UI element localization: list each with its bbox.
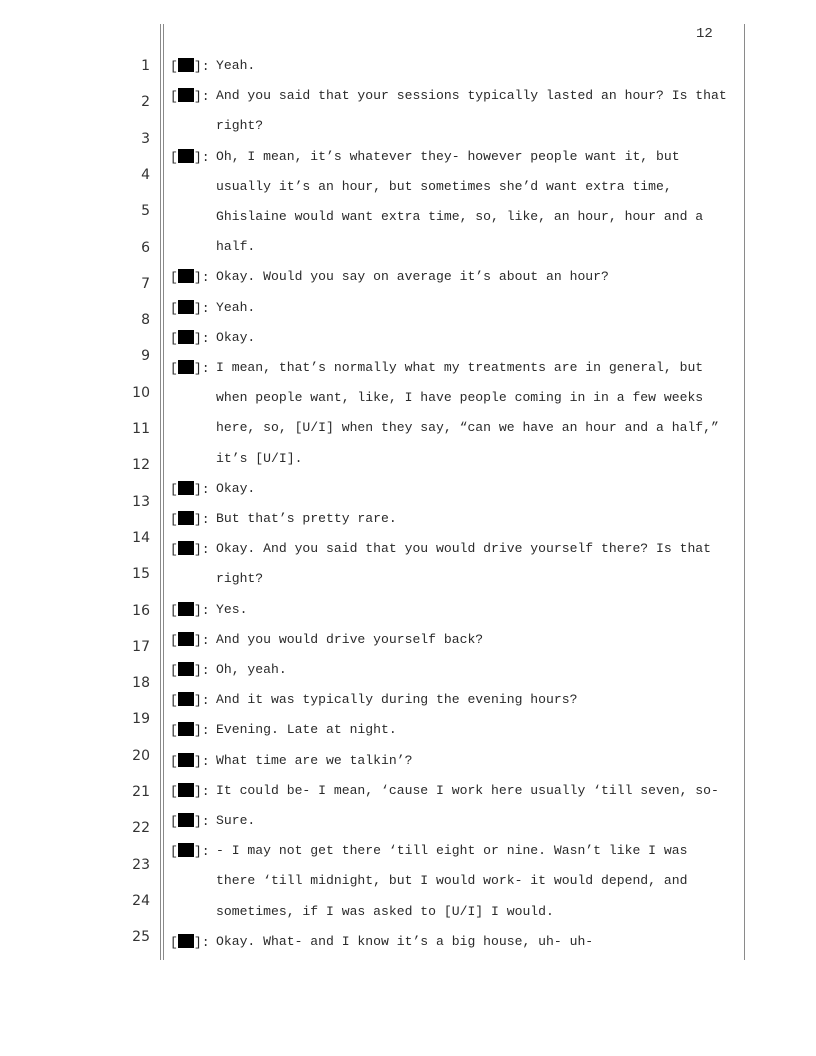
transcript-text: right?	[216, 571, 264, 587]
speaker-prefix: [	[170, 814, 178, 829]
line-number: 23	[132, 856, 150, 873]
speaker-suffix: ]:	[193, 602, 210, 618]
line-number: 14	[132, 529, 150, 546]
speaker-label-redacted	[170, 360, 210, 377]
transcript-text: Okay. Would you say on average it’s about an hour?	[216, 269, 609, 285]
transcript-line	[0, 269, 816, 285]
transcript-line	[0, 602, 816, 618]
line-number: 12	[132, 457, 150, 474]
transcript-line	[0, 662, 816, 678]
redaction-box	[178, 783, 194, 797]
speaker-prefix: [	[170, 481, 178, 497]
transcript-line	[0, 722, 816, 738]
transcript-line	[0, 239, 816, 255]
speaker-prefix: [	[170, 934, 178, 950]
speaker-label-redacted	[170, 632, 210, 649]
transcript-text: It could be- I mean, ‘cause I work here usually ‘till seven, so-	[216, 782, 719, 798]
transcript-text: Yeah.	[216, 299, 256, 315]
transcript-line	[0, 904, 816, 920]
speaker-prefix: [	[170, 844, 178, 860]
speaker-label-redacted	[170, 58, 210, 75]
speaker-suffix: ]:	[193, 934, 210, 950]
speaker-prefix: [	[170, 89, 178, 105]
speaker-label-redacted	[170, 269, 210, 286]
speaker-suffix: ]:	[193, 149, 210, 165]
speaker-label-redacted	[170, 481, 210, 498]
redaction-box	[178, 934, 194, 948]
speaker-label-redacted	[170, 149, 210, 166]
line-number: 11	[132, 421, 150, 437]
redaction-box	[178, 58, 194, 72]
line-number: 1	[141, 58, 150, 74]
speaker-prefix: [	[170, 330, 178, 346]
line-number: 19	[132, 711, 150, 728]
redaction-box	[178, 722, 194, 736]
speaker-prefix: [	[170, 602, 178, 618]
speaker-prefix: [	[170, 542, 178, 558]
transcript-text: Sure.	[216, 813, 256, 828]
speaker-prefix: [	[170, 632, 178, 648]
speaker-prefix: [	[170, 693, 178, 709]
speaker-label-redacted	[170, 88, 210, 105]
speaker-prefix: [	[170, 270, 178, 286]
transcript-text: And it was typically during the evening hours?	[216, 692, 578, 708]
speaker-suffix: ]:	[193, 844, 210, 860]
speaker-suffix: ]:	[193, 663, 210, 678]
speaker-suffix: ]:	[193, 512, 210, 527]
speaker-label-redacted	[170, 843, 210, 860]
line-number: 21	[132, 784, 150, 800]
transcript-text: it’s [U/I].	[216, 450, 303, 466]
speaker-suffix: ]:	[193, 300, 210, 316]
transcript-text: Oh, I mean, it’s whatever they- however people want it, but	[216, 148, 680, 164]
transcript-line	[0, 420, 816, 436]
transcript-line	[0, 451, 816, 467]
transcript-line	[0, 843, 816, 859]
transcript-text: Okay. And you said that you would drive yourself there? Is that	[216, 541, 712, 557]
transcript-line	[0, 149, 816, 165]
speaker-label-redacted	[170, 602, 210, 619]
line-number: 25	[132, 929, 150, 946]
transcript-text: here, so, [U/I] when they say, “can we have an hour and a half,”	[216, 420, 719, 436]
transcript-text: - I may not get there ‘till eight or nine. Wasn’t like I was	[216, 843, 688, 859]
redaction-box	[178, 541, 194, 555]
redaction-box	[178, 481, 194, 495]
transcript-line	[0, 330, 816, 346]
transcript-text: Yes.	[216, 601, 248, 617]
speaker-prefix: [	[170, 149, 178, 165]
transcript-line	[0, 390, 816, 406]
speaker-label-redacted	[170, 330, 210, 347]
speaker-suffix: ]:	[193, 542, 210, 558]
transcript-line	[0, 541, 816, 557]
speaker-suffix: ]:	[193, 783, 210, 799]
speaker-label-redacted	[170, 783, 210, 800]
speaker-label-redacted	[170, 662, 210, 679]
transcript-line	[0, 934, 816, 950]
speaker-label-redacted	[170, 934, 210, 951]
line-number: 13	[132, 493, 150, 510]
speaker-suffix: ]:	[193, 270, 210, 286]
line-number: 4	[141, 166, 150, 183]
redaction-box	[178, 753, 194, 767]
speaker-prefix: [	[170, 361, 178, 376]
transcript-line	[0, 88, 816, 104]
transcript-text: But that’s pretty rare.	[216, 511, 397, 526]
redaction-box	[178, 88, 194, 102]
transcript-text: right?	[216, 118, 264, 134]
line-number: 18	[132, 675, 150, 692]
line-number: 15	[132, 566, 150, 583]
transcript-line	[0, 360, 816, 376]
transcript-text: Okay.	[216, 329, 256, 345]
speaker-label-redacted	[170, 722, 210, 739]
redaction-box	[178, 602, 194, 616]
line-number: 5	[141, 203, 150, 220]
speaker-suffix: ]:	[193, 481, 210, 497]
speaker-prefix: [	[170, 723, 178, 739]
redaction-box	[178, 269, 194, 283]
line-number: 8	[141, 312, 150, 329]
transcript-text: And you would drive yourself back?	[216, 631, 484, 647]
line-number: 7	[141, 275, 150, 292]
transcript-line	[0, 300, 816, 316]
speaker-prefix: [	[170, 59, 178, 74]
speaker-suffix: ]:	[193, 693, 210, 709]
transcript-text: when people want, like, I have people coming in in a few weeks	[216, 390, 704, 406]
speaker-suffix: ]:	[193, 632, 210, 648]
redaction-box	[178, 813, 194, 827]
transcript-text: Ghislaine would want extra time, so, like, an hour, hour and a	[216, 209, 704, 224]
transcript-text: there ‘till midnight, but I would work- it would depend, and	[216, 873, 688, 889]
line-number: 24	[132, 892, 150, 909]
redaction-box	[178, 511, 194, 525]
transcript-text: And you said that your sessions typically lasted an hour? Is that	[216, 88, 727, 104]
speaker-suffix: ]:	[193, 330, 210, 346]
line-number: 22	[132, 820, 150, 837]
transcript-text: Yeah.	[216, 58, 256, 73]
redaction-box	[178, 300, 194, 314]
redaction-box	[178, 149, 194, 163]
line-number: 16	[132, 602, 150, 619]
speaker-label-redacted	[170, 692, 210, 709]
speaker-suffix: ]:	[193, 361, 210, 376]
transcript-text: sometimes, if I was asked to [U/I] I would.	[216, 903, 554, 919]
transcript-text: I mean, that’s normally what my treatments are in general, but	[216, 360, 704, 375]
transcript-line	[0, 753, 816, 769]
transcript-text: Okay. What- and I know it’s a big house, uh- uh-	[216, 933, 594, 949]
transcript-line	[0, 511, 816, 527]
speaker-prefix: [	[170, 300, 178, 316]
speaker-suffix: ]:	[193, 723, 210, 739]
redaction-box	[178, 692, 194, 706]
transcript-text: What time are we talkin’?	[216, 752, 413, 768]
speaker-suffix: ]:	[193, 59, 210, 74]
speaker-suffix: ]:	[193, 89, 210, 105]
speaker-suffix: ]:	[193, 753, 210, 769]
transcript-line	[0, 632, 816, 648]
transcript-line	[0, 481, 816, 497]
redaction-box	[178, 632, 194, 646]
transcript-text: half.	[216, 239, 256, 255]
speaker-label-redacted	[170, 541, 210, 558]
redaction-box	[178, 843, 194, 857]
speaker-suffix: ]:	[193, 814, 210, 829]
line-number: 6	[141, 239, 150, 256]
line-number: 2	[141, 94, 150, 111]
transcript-line	[0, 58, 816, 74]
speaker-prefix: [	[170, 753, 178, 769]
transcript-line	[0, 209, 816, 225]
transcript-line	[0, 179, 816, 195]
transcript-text: Okay.	[216, 480, 256, 496]
line-number: 17	[132, 638, 150, 655]
redaction-box	[178, 330, 194, 344]
speaker-prefix: [	[170, 783, 178, 799]
transcript-line	[0, 783, 816, 799]
transcript-text: Oh, yeah.	[216, 662, 287, 677]
transcript-line	[0, 692, 816, 708]
redaction-box	[178, 662, 194, 676]
redaction-box	[178, 360, 194, 374]
transcript-text: usually it’s an hour, but sometimes she’d want extra time,	[216, 178, 672, 194]
speaker-prefix: [	[170, 663, 178, 678]
line-number: 10	[132, 384, 150, 401]
speaker-prefix: [	[170, 512, 178, 527]
transcript-line	[0, 118, 816, 134]
line-number: 9	[141, 348, 150, 365]
transcript-text: Evening. Late at night.	[216, 722, 397, 738]
page-number: 12	[696, 26, 713, 42]
speaker-label-redacted	[170, 813, 210, 830]
speaker-label-redacted	[170, 300, 210, 317]
transcript-line	[0, 813, 816, 829]
line-number: 20	[132, 747, 150, 764]
speaker-label-redacted	[170, 753, 210, 770]
line-number: 3	[141, 130, 150, 147]
speaker-label-redacted	[170, 511, 210, 528]
transcript-line	[0, 571, 816, 587]
transcript-line	[0, 873, 816, 889]
